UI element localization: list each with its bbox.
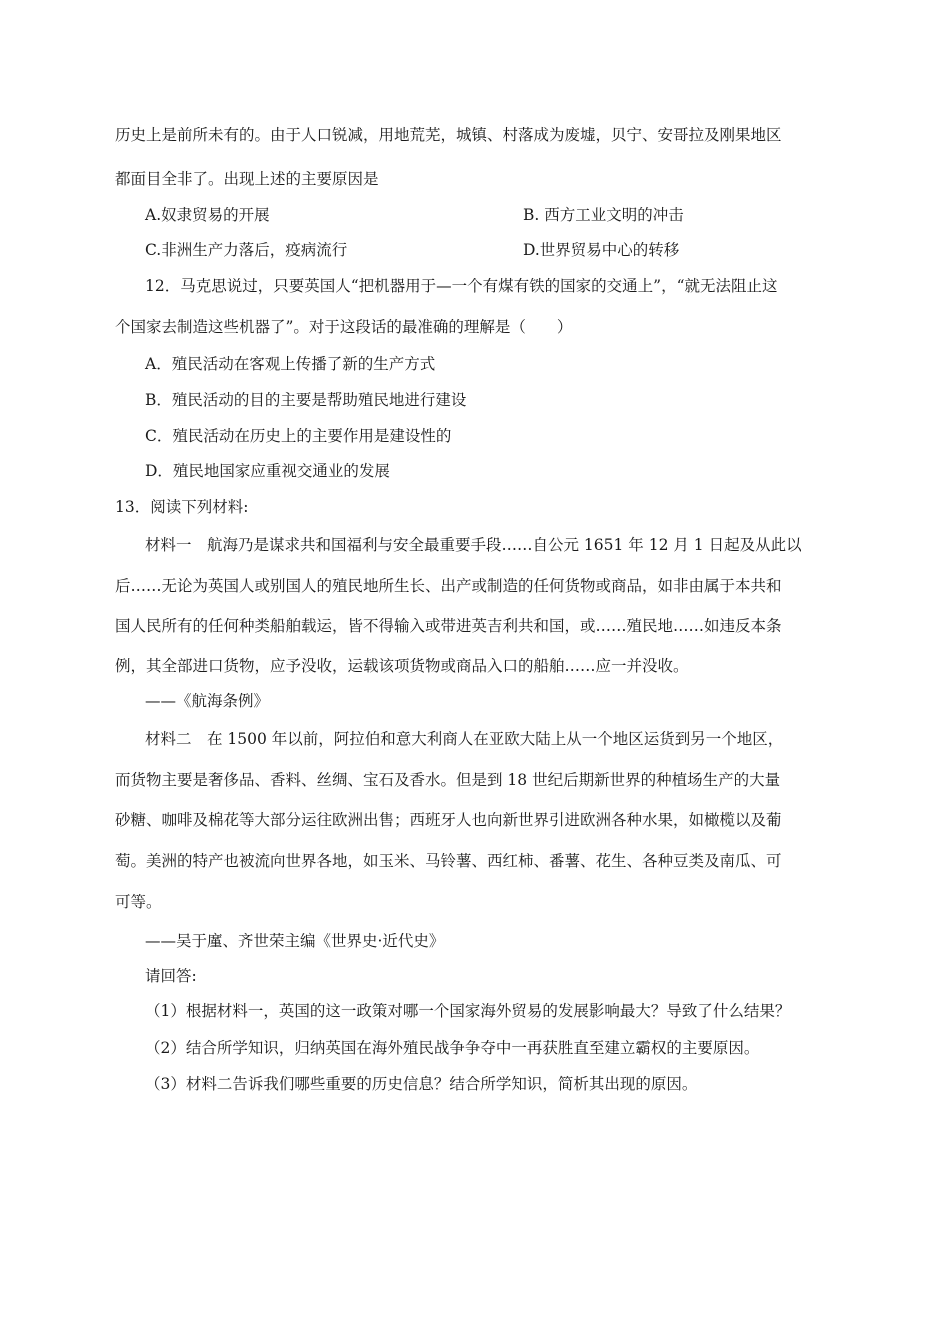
material-1-line-4: 例，其全部进口货物，应予没收，运载该项货物或商品入口的船舶……应一并没收。 bbox=[115, 657, 689, 675]
q12-text-line-1: 12．马克思说过，只要英国人“把机器用于—一个有煤有铁的国家的交通上”，“就无法阻止这 bbox=[145, 277, 778, 295]
q12-option-b: B．殖民活动的目的主要是帮助殖民地进行建设 bbox=[145, 391, 467, 409]
material-1-line-3: 国人民所有的任何种类船舶载运，皆不得输入或带进英吉利共和国，或……殖民地……如违反本条 bbox=[115, 617, 782, 635]
material-2-source: ——吴于廑、齐世荣主编《世界史·近代史》 bbox=[145, 932, 445, 950]
q11-text-line-1: 历史上是前所未有的。由于人口锐减，用地荒芜，城镇、村落成为废墟，贝宁、安哥拉及刚果地区 bbox=[115, 126, 782, 144]
material-2-line-1: 材料二 在 1500 年以前，阿拉伯和意大利商人在亚欧大陆上从一个地区运货到另一个地区， bbox=[145, 730, 784, 748]
q11-text-line-2: 都面目全非了。出现上述的主要原因是 bbox=[115, 170, 379, 188]
q11-option-d: D.世界贸易中心的转移 bbox=[523, 241, 680, 259]
sub-question-3: （3）材料二告诉我们哪些重要的历史信息？结合所学知识，简析其出现的原因。 bbox=[145, 1075, 698, 1093]
material-2-line-2: 而货物主要是奢侈品、香料、丝绸、宝石及香水。但是到 18 世纪后期新世界的种植场生产的大量 bbox=[115, 771, 781, 789]
sub-question-2: （2）结合所学知识，归纳英国在海外殖民战争争夺中一再获胜直至建立霸权的主要原因。 bbox=[145, 1039, 760, 1057]
material-1-line-1: 材料一 航海乃是谋求共和国福利与安全最重要手段……自公元 1651 年 12 月 1 日起及从此以 bbox=[145, 536, 802, 554]
material-2-line-4: 萄。美洲的特产也被流向世界各地，如玉米、马铃薯、西红柿、番薯、花生、各种豆类及南瓜、可 bbox=[115, 852, 782, 870]
answer-prompt: 请回答: bbox=[145, 967, 197, 985]
material-2-line-3: 砂糖、咖啡及棉花等大部分运往欧洲出售；西班牙人也向新世界引进欧洲各种水果，如橄榄以及葡 bbox=[115, 811, 782, 829]
q12-text-line-2: 个国家去制造这些机器了”。对于这段话的最准确的理解是（ ） bbox=[115, 318, 573, 336]
q12-option-c: C．殖民活动在历史上的主要作用是建设性的 bbox=[145, 427, 452, 445]
q11-option-a: A.奴隶贸易的开展 bbox=[145, 206, 270, 224]
material-1-source: ——《航海条例》 bbox=[145, 692, 270, 710]
sub-question-1: （1）根据材料一，英国的这一政策对哪一个国家海外贸易的发展影响最大？导致了什么结果？ bbox=[145, 1002, 791, 1020]
q11-option-b: B. 西方工业文明的冲击 bbox=[523, 206, 684, 224]
q11-option-c: C.非洲生产力落后，疫病流行 bbox=[145, 241, 348, 259]
q12-option-a: A．殖民活动在客观上传播了新的生产方式 bbox=[145, 355, 436, 373]
q12-option-d: D．殖民地国家应重视交通业的发展 bbox=[145, 462, 390, 480]
q13-heading: 13．阅读下列材料: bbox=[115, 498, 249, 516]
material-2-line-5: 可等。 bbox=[115, 893, 162, 911]
material-1-line-2: 后……无论为英国人或别国人的殖民地所生长、出产或制造的任何货物或商品，如非由属于本共和 bbox=[115, 577, 782, 595]
